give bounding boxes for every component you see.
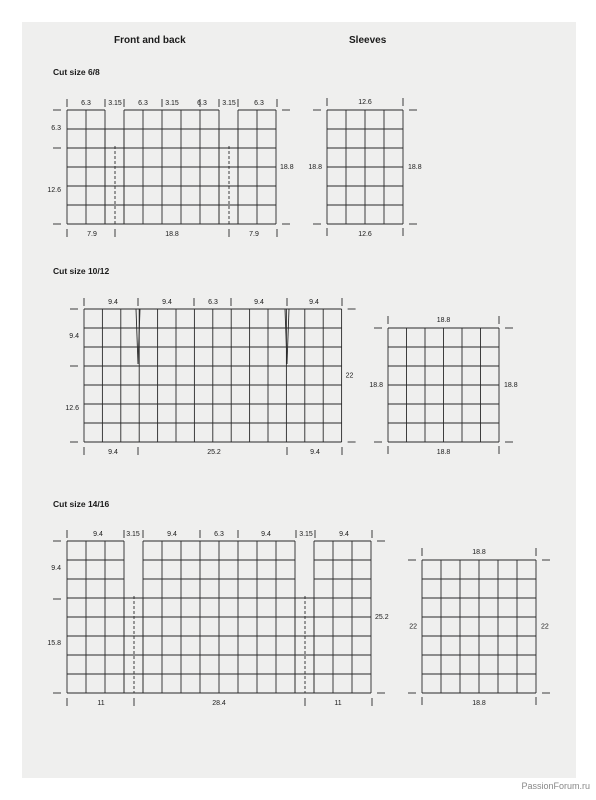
sleeve-bottom-label: 18.8 bbox=[472, 700, 486, 707]
section-title: Cut size 14/16 bbox=[53, 499, 110, 509]
watermark: PassionForum.ru bbox=[521, 781, 590, 791]
front-back-grid bbox=[47, 99, 293, 238]
bottom-dimension-label: 18.8 bbox=[165, 231, 179, 238]
section-title: Cut size 6/8 bbox=[53, 67, 100, 77]
section-2 bbox=[53, 266, 518, 456]
left-dimension-label: 9.4 bbox=[69, 333, 79, 340]
section-title: Cut size 10/12 bbox=[53, 266, 110, 276]
sleeve-top-label: 18.8 bbox=[472, 549, 486, 556]
sleeve-bottom-label: 18.8 bbox=[436, 449, 451, 456]
section-1 bbox=[47, 67, 421, 238]
top-dimension-label: 3.15 bbox=[222, 100, 236, 107]
front-back-grid bbox=[47, 530, 388, 707]
top-dimension-label: 6.3 bbox=[197, 100, 207, 107]
sleeve-top-label: 12.6 bbox=[358, 99, 372, 106]
bottom-dimension-label: 9.4 bbox=[108, 449, 118, 456]
top-dimension-label: 6.3 bbox=[81, 100, 91, 107]
top-dimension-label: 9.4 bbox=[93, 531, 103, 538]
top-dimension-label: 3.15 bbox=[299, 531, 313, 538]
sleeve-left-label: 18.8 bbox=[369, 382, 383, 389]
sleeve-left-label: 18.8 bbox=[308, 164, 322, 171]
bottom-dimension-label: 7.9 bbox=[87, 231, 97, 238]
bottom-dimension-label: 11 bbox=[334, 700, 342, 707]
top-dimension-label: 6.3 bbox=[208, 299, 218, 306]
top-dimension-label: 9.4 bbox=[254, 299, 264, 306]
left-dimension-label: 12.6 bbox=[65, 405, 79, 412]
top-dimension-label: 6.3 bbox=[214, 531, 224, 538]
sleeve-left-label: 22 bbox=[409, 623, 417, 631]
top-dimension-label: 9.4 bbox=[167, 531, 177, 538]
left-dimension-label: 15.8 bbox=[47, 640, 61, 647]
bottom-dimension-label: 28.4 bbox=[212, 700, 226, 707]
bottom-dimension-label: 9.4 bbox=[310, 449, 320, 456]
sleeve-grid bbox=[408, 548, 550, 707]
top-dimension-label: 9.4 bbox=[162, 299, 172, 306]
bottom-dimension-label: 7.9 bbox=[249, 231, 259, 238]
front-back-grid bbox=[65, 298, 355, 456]
sleeve-top-label: 18.8 bbox=[436, 317, 451, 324]
top-dimension-label: 9.4 bbox=[339, 531, 349, 538]
right-dimension-label: 22 bbox=[345, 372, 354, 380]
right-dimension-label: 18.8 bbox=[280, 164, 294, 171]
bottom-dimension-label: 25.2 bbox=[207, 449, 221, 456]
sleeve-right-label: 18.8 bbox=[408, 164, 422, 171]
sleeve-right-label: 18.8 bbox=[504, 382, 518, 389]
dart-line bbox=[287, 309, 289, 364]
top-dimension-label: 9.4 bbox=[108, 299, 118, 306]
sleeve-bottom-label: 12.6 bbox=[358, 231, 372, 238]
left-dimension-label: 9.4 bbox=[51, 565, 61, 572]
top-dimension-label: 3.15 bbox=[126, 531, 140, 538]
left-dimension-label: 6.3 bbox=[51, 125, 61, 132]
sleeve-grid bbox=[308, 98, 421, 238]
sleeve-grid bbox=[369, 316, 517, 456]
section-3 bbox=[47, 499, 550, 707]
left-dimension-label: 12.6 bbox=[47, 187, 61, 194]
top-dimension-label: 6.3 bbox=[254, 100, 264, 107]
top-dimension-label: 3.15 bbox=[165, 100, 179, 107]
top-dimension-label: 6.3 bbox=[138, 100, 148, 107]
top-dimension-label: 3.15 bbox=[108, 100, 122, 107]
header-front-and-back: Front and back bbox=[114, 35, 186, 46]
top-dimension-label: 9.4 bbox=[309, 299, 319, 306]
right-dimension-label: 25.2 bbox=[375, 614, 389, 621]
header-sleeves: Sleeves bbox=[349, 35, 387, 46]
bottom-dimension-label: 11 bbox=[97, 700, 105, 707]
top-dimension-label: 9.4 bbox=[261, 531, 271, 538]
dart-line bbox=[136, 309, 138, 364]
sleeve-right-label: 22 bbox=[541, 623, 549, 631]
